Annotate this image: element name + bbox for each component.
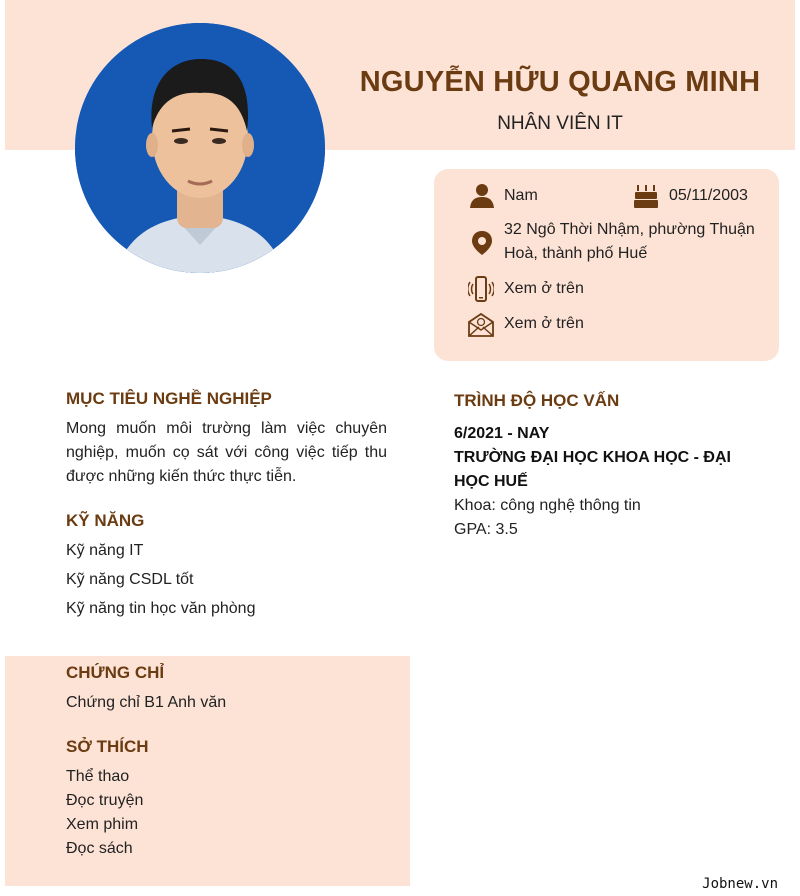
envelope-at-icon [468, 311, 494, 337]
certificate-item: Chứng chỉ B1 Anh văn [66, 694, 227, 711]
education-title: TRÌNH ĐỘ HỌC VẤN [454, 391, 620, 410]
education-school: TRƯỜNG ĐẠI HỌC KHOA HỌC - ĐẠI HỌC HUẾ [454, 449, 731, 490]
objective-title: MỤC TIÊU NGHỀ NGHIỆP [66, 389, 272, 408]
address-line-2: Hoà, thành phố Huế [504, 245, 648, 262]
hobby-item: Xem phim [66, 816, 139, 833]
address-line-1: 32 Ngô Thời Nhậm, phường Thuận [504, 221, 755, 238]
birthdate-value: 05/11/2003 [669, 187, 748, 204]
phone-value: Xem ở trên [504, 280, 584, 297]
education-faculty: Khoa: công nghệ thông tin [454, 497, 641, 514]
education-period: 6/2021 - NAY [454, 425, 550, 442]
email-value: Xem ở trên [504, 315, 584, 332]
skill-item: Kỹ năng IT [66, 542, 144, 559]
avatar [75, 23, 325, 273]
phone-vibrate-icon [468, 276, 494, 302]
personal-info-card [434, 169, 779, 361]
job-title: NHÂN VIÊN IT [497, 113, 623, 134]
education-gpa: GPA: 3.5 [454, 521, 518, 538]
hobby-item: Đọc sách [66, 840, 133, 857]
hobby-item: Thể thao [66, 768, 130, 785]
skill-item: Kỹ năng CSDL tốt [66, 571, 194, 588]
hobbies-title: SỞ THÍCH [66, 737, 149, 756]
certificates-title: CHỨNG CHỈ [66, 663, 165, 682]
candidate-name: NGUYỄN HỮU QUANG MINH [359, 66, 761, 98]
hobby-item: Đọc truyện [66, 792, 144, 809]
location-pin-icon [469, 230, 495, 256]
watermark: Jobnew.vn [702, 876, 778, 892]
gender-value: Nam [504, 187, 538, 204]
objective-text: Mong muốn môi trường làm việc chuyên nghiệp, muốn cọ sát với công việc tiếp thu được những kiến thức thực tiễn. [66, 420, 387, 485]
avatar-portrait [75, 23, 325, 273]
user-icon [469, 183, 495, 209]
skills-title: KỸ NĂNG [66, 511, 145, 530]
birthday-cake-icon [633, 183, 659, 209]
skill-item: Kỹ năng tin học văn phòng [66, 600, 256, 617]
